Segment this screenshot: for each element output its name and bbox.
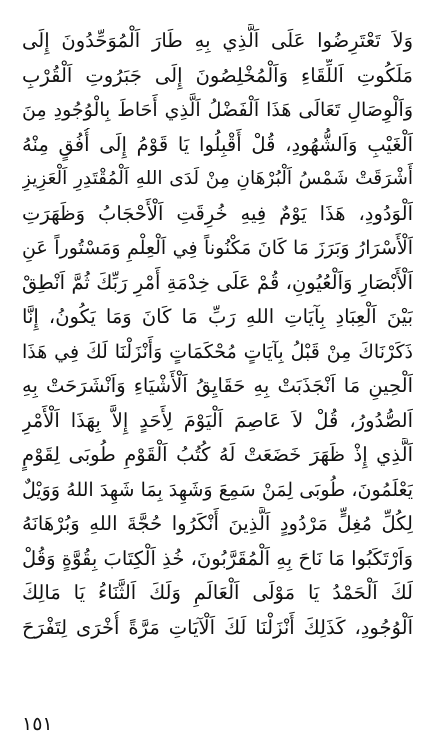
text-line-7: اَلْأَسْرَارُ وَبَرَزَ مَا كَانَ مَكْنُوناً فِي اَلْعِلْمِ وَمَسْتُوراً عَنِ (22, 237, 413, 259)
text-line-8: اَلْأَبْصَارِ وَاَلْعُيُونِ، قُمْ عَلَى خِدْمَةِ أَمْرِ رَبِّكَ ثُمَّ اَنْطِقْ (22, 270, 413, 294)
text-line-16: وَاَرْتَكَبُوا مَا نَاحَ بِهِ اَلْمُقَرَّبُونَ، خُذِ اَلْكِتَابَ بِقُوَّةٍ وَقُلْ (22, 546, 413, 570)
text-line-9: بَيْنَ اَلْعِبَادِ بِآيَاتِ اللهِ رَبِّ مَا كَانَ وَمَا يَكُونُ، إِنَّا (22, 305, 413, 328)
text-line-15: لِكُلِّ مُغِلٍّ مَرْدُودٍ اَلَّذِينَ أَنْكَرُوا حُجَّةَ اللهِ وَبُرْهَانَهُ (22, 512, 413, 535)
text-line-1: وَلاَ تَعْتَرِضُوا عَلَى اَلَّذِي بِهِ طَارَ اَلْمُوَحِّدُونَ إِلَى (22, 29, 413, 52)
text-line-13: اَلَّذِي إِذْ ظَهَرَ خَضَعَتْ لَهُ كُتُبُ اَلْقَوْمِ طُوبَى لِقَوْمٍ (22, 443, 413, 466)
text-line-12: اَلصُّدُورُ، قُلْ لاَ عَاصِمَ اَلْيَوْمَ لِأَحَدٍ إِلاَّ بِهَذَا اَلْأَمْرِ (22, 408, 413, 432)
arabic-text-block (22, 24, 413, 645)
text-line-6: اَلْوَدُودِ، هَذَا يَوْمٌ فِيهِ خُرِقَتِ اَلْأَحْجَابُ وَظَهَرَتِ (22, 201, 413, 225)
text-line-11: اَلْحِينِ مَا اَنْجَذَبَتْ بِهِ حَقَايِقُ اَلْأَشْيَاءِ وَاَنْشَرَحَتْ بِهِ (22, 374, 413, 397)
text-line-2: مَلَكُوتِ اَللِّقَاءِ وَاَلْمُخْلِصُونَ إِلَى جَبَرُوتِ اَلْقُرْبِ (22, 63, 413, 87)
text-line-5: أَشْرَقَتْ شَمْسُ اَلْبُرْهَانِ مِنْ لَدَى اللهِ اَلْمُقْتَدِرِ اَلْعَزِيزِ (22, 168, 413, 189)
text-line-17: لَكَ اَلْحَمْدُ يَا مَوْلَى اَلْعَالَمِ وَلَكَ اَلثَّنَاءُ يَا مَالِكَ (22, 581, 413, 604)
text-line-14: يَعْلَمُونَ، طُوبَى لِمَنْ سَمِعَ وَشَهِدَ بِمَا شَهِدَ اللهُ وَوَيْلٌ (22, 478, 413, 501)
text-line-18: اَلْوُجُودِ، كَذَلِكَ أَنْزَلْنَا لَكَ اَلْآيَاتِ مَرَّةً أُخْرَى لِتَفْرَحَ (22, 615, 413, 639)
text-line-3: وَاَلْوِصَالِ تَعَالَى هَذَا اَلْفَضْلُ اَلَّذِي أَحَاطَ بِالْوُجُودِ مِنَ (22, 99, 413, 121)
page-number: ١٥١ (22, 713, 53, 735)
text-line-4: اَلْغَيْبِ وَاَلشُّهُودِ، قُلْ أَقْبِلُوا يَا قَوْمُ إِلَى أُفُقٍ مِنْهُ (22, 132, 413, 156)
text-line-10: ذَكَرْنَاكَ مِنْ قَبْلُ بِآيَاتٍ مُحْكَمَاتٍ وَأَنْزَلْنَا لَكَ فِي هَذَا (22, 340, 413, 363)
